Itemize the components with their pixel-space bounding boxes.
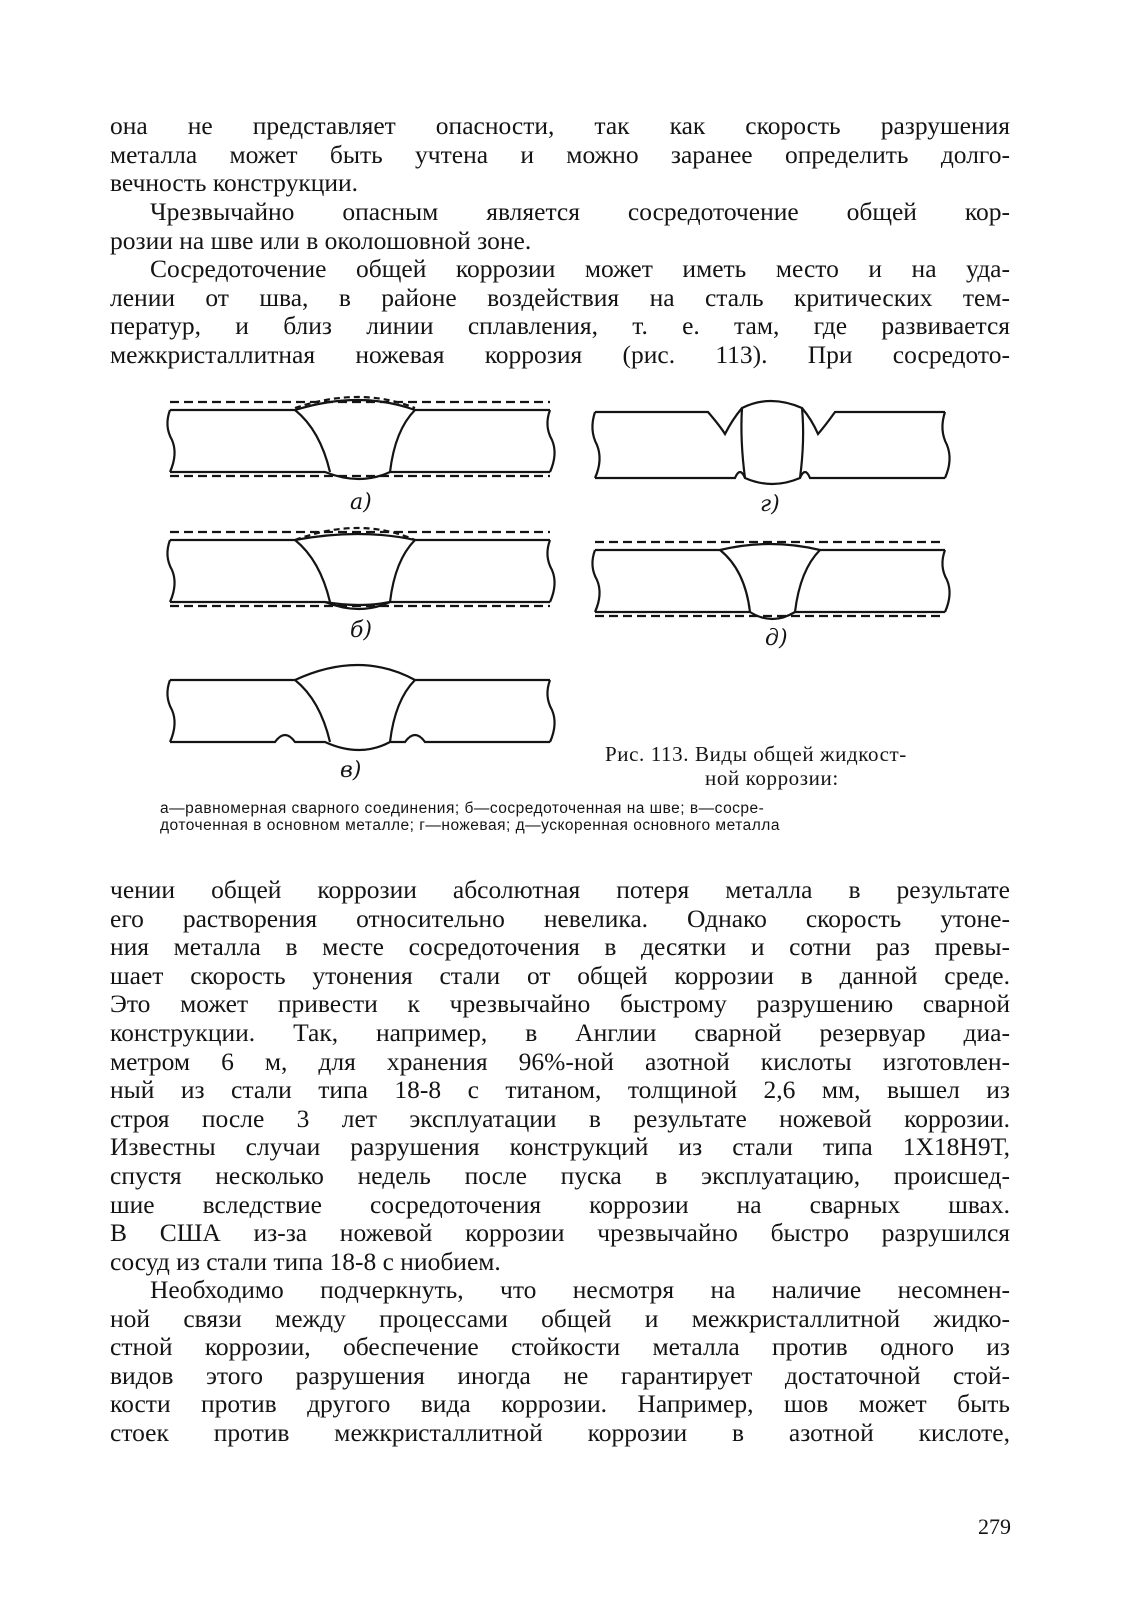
figure-113 — [160, 390, 980, 860]
label-a: а) — [350, 490, 372, 515]
paragraph-4 — [110, 876, 1010, 1276]
label-g: г) — [760, 492, 780, 517]
text-line: кости против другого вида коррозии. Например, шов может быть — [110, 1389, 1010, 1419]
text-line: стоек против межкристаллитной коррозии в азотной кислоте, — [110, 1417, 1010, 1447]
text-line: Необходимо подчеркнуть, что несмотря на наличие несомнен- — [150, 1275, 1010, 1304]
text-line: Чрезвычайно опасным является сосредоточение общей кор- — [150, 197, 1010, 226]
text-line: ператур, и близ линии сплавления, т. е. там, где развивается — [110, 311, 1010, 341]
text-line: розии на шве или в околошовной зоне. — [110, 225, 532, 255]
legend-line: доточенная в основном металле; г—ножевая; д—ускоренная основного металла — [160, 817, 780, 834]
text-line: В США из-за ножевой коррозии чрезвычайно быстро разрушился — [110, 1218, 1010, 1248]
text-line: шие вследствие сосредоточения коррозии на сварных швах. — [110, 1189, 1010, 1219]
paragraph-2 — [110, 198, 1010, 255]
label-d: д) — [765, 626, 788, 651]
text-line: ный из стали типа 18-8 с титаном, толщиной 2,6 мм, вышел из — [110, 1075, 1010, 1105]
label-v: в) — [340, 758, 362, 783]
text-line: строя после 3 лет эксплуатации в результате ножевой коррозии. — [110, 1103, 1010, 1133]
text-line: сосуд из стали типа 18-8 с ниобием. — [110, 1246, 501, 1276]
paragraph-1 — [110, 112, 1010, 198]
text-line: Сосредоточение общей коррозии может иметь место и на уда- — [150, 254, 1010, 283]
text-line: Это может привести к чрезвычайно быстрому разрушению сварной — [110, 989, 1010, 1019]
text-line: вечность конструкции. — [110, 168, 359, 198]
weld-corrosion-diagrams — [160, 390, 980, 790]
text-line: металла может быть учтена и можно заранее определить долго- — [110, 139, 1010, 169]
figure-legend — [160, 800, 980, 834]
caption-line: Рис. 113. Виды общей жидкост- — [605, 742, 907, 766]
text-line: она не представляет опасности, так как скорость разрушения — [110, 111, 1010, 140]
text-line: метром 6 м, для хранения 96%-ной азотной кислоты изготовлен- — [110, 1046, 1010, 1076]
text-line: его растворения относительно невелика. Однако скорость утоне- — [110, 903, 1010, 933]
figure-caption-title — [605, 742, 965, 790]
text-line: видов этого разрушения иногда не гарантирует достаточной стой- — [110, 1360, 1010, 1390]
diagram-a — [167, 397, 554, 479]
diagram-b — [167, 528, 554, 609]
page-number: 279 — [978, 1514, 1011, 1539]
diagram-d — [592, 542, 949, 619]
label-b: б) — [350, 618, 373, 643]
text-line: шает скорость утонения стали от общей коррозии в данной среде. — [110, 960, 1010, 990]
text-line: стной коррозии, обеспечение стойкости металла против одного из — [110, 1332, 1010, 1362]
legend-line: а—равномерная сварного соединения; б—сосредоточенная на шве; в—сосре- — [160, 800, 765, 817]
text-line: Известны случаи разрушения конструкций из стали типа 1Х18Н9Т, — [110, 1132, 1010, 1162]
text-line: ной связи между процессами общей и межкристаллитной жидко- — [110, 1303, 1010, 1333]
paragraph-5 — [110, 1276, 1010, 1448]
text-line: чении общей коррозии абсолютная потеря металла в результате — [110, 875, 1010, 904]
text-line: лении от шва, в районе воздействия на сталь критических тем- — [110, 282, 1010, 312]
text-line: ния металла в месте сосредоточения в десятки и сотни раз превы- — [110, 932, 1010, 962]
text-line: межкристаллитная ножевая коррозия (рис. 113). При сосредото- — [110, 339, 1010, 369]
text-line: конструкции. Так, например, в Англии сварной резервуар диа- — [110, 1017, 1010, 1047]
diagram-g — [592, 401, 949, 484]
paragraph-3 — [110, 255, 1010, 369]
text-line: спустя несколько недель после пуска в эксплуатацию, происшед- — [110, 1160, 1010, 1190]
diagram-v — [167, 665, 554, 750]
caption-line: ной коррозии: — [705, 766, 839, 790]
